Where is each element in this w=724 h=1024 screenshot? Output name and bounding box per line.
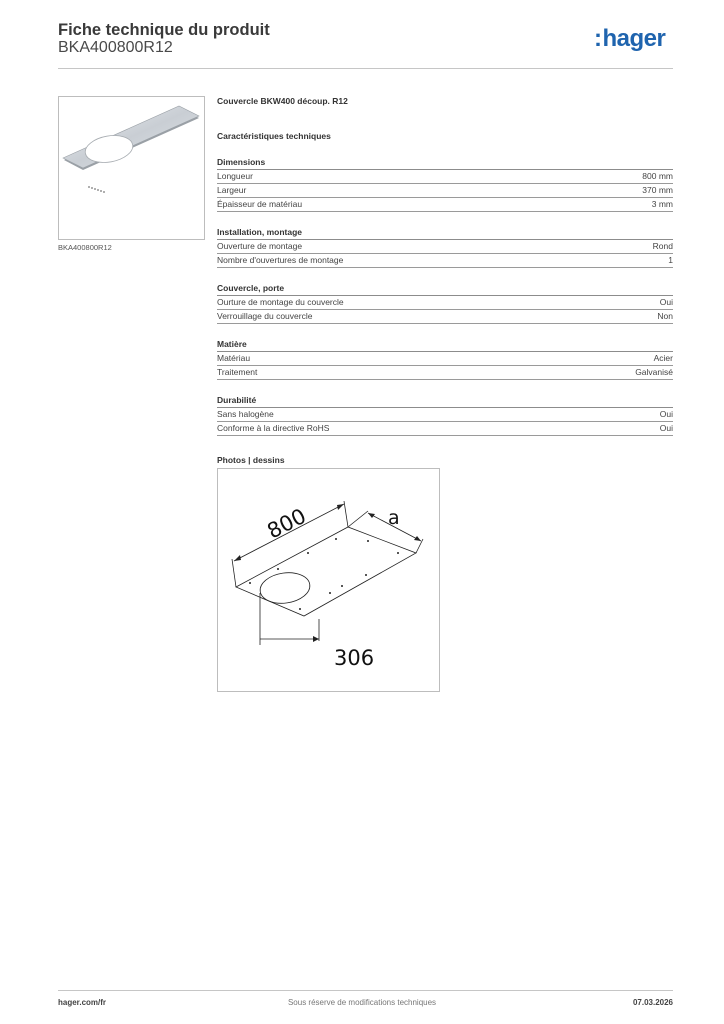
spec-label: Nombre d'ouvertures de montage [217, 255, 344, 265]
spec-label: Matériau [217, 353, 251, 363]
spec-label: Verrouillage du couvercle [217, 311, 313, 321]
spec-section-durability [217, 394, 673, 436]
offset-dimension-label: 306 [334, 646, 375, 670]
spec-label: Largeur [217, 185, 247, 195]
spec-value: 370 mm [642, 185, 673, 195]
section-title: Installation, montage [217, 226, 673, 240]
spec-label: Ouverture de montage [217, 241, 303, 251]
spec-value: Oui [659, 423, 673, 433]
spec-label: Épaisseur de matériau [217, 199, 303, 209]
spec-row [217, 366, 673, 380]
spec-label: Conforme à la directive RoHS [217, 423, 330, 433]
length-dimension-label: 800 [263, 503, 310, 544]
footer-divider [58, 990, 673, 991]
spec-section-dimensions [217, 156, 673, 212]
spec-row [217, 198, 673, 212]
footer-website-link[interactable]: hager.com/fr [58, 998, 107, 1007]
spec-row [217, 310, 673, 324]
spec-label: Longueur [217, 171, 253, 181]
spec-row [217, 352, 673, 366]
product-image [58, 96, 205, 240]
header-divider [58, 68, 673, 69]
spec-value: Oui [659, 409, 673, 419]
spec-row [217, 408, 673, 422]
spec-label: Traitement [217, 367, 258, 377]
product-reference: BKA400800R12 [58, 39, 173, 56]
section-title: Matière [217, 338, 673, 352]
section-title: Durabilité [217, 394, 673, 408]
section-title: Couvercle, porte [217, 282, 673, 296]
footer-notice: Sous réserve de modifications techniques [287, 998, 437, 1007]
section-title: Dimensions [217, 156, 673, 170]
spec-value: Acier [653, 353, 673, 363]
spec-value: 1 [668, 255, 673, 265]
dimension-drawing [218, 469, 439, 691]
tech-heading: Caractéristiques techniques [217, 131, 331, 141]
spec-row [217, 296, 673, 310]
spec-row [217, 184, 673, 198]
spec-value: Rond [652, 241, 673, 251]
spec-row [217, 254, 673, 268]
spec-value: Oui [659, 297, 673, 307]
spec-label: Ourture de montage du couvercle [217, 297, 344, 307]
spec-value: Galvanisé [635, 367, 673, 377]
photos-heading: Photos | dessins [217, 455, 285, 465]
spec-section-cover [217, 282, 673, 324]
spec-value: Non [657, 311, 673, 321]
spec-row [217, 170, 673, 184]
logo-text: hager [602, 25, 666, 52]
spec-section-material [217, 338, 673, 380]
footer-date: 07.03.2026 [632, 998, 673, 1007]
spec-row [217, 422, 673, 436]
product-name: Couvercle BKW400 découp. R12 [217, 96, 348, 106]
hager-logo [594, 27, 665, 51]
spec-label: Sans halogène [217, 409, 274, 419]
cover-plate-illustration [59, 97, 204, 239]
spec-section-installation [217, 226, 673, 268]
logo-dots-icon: : [594, 25, 602, 52]
page-title: Fiche technique du produit [58, 21, 270, 39]
spec-value: 800 mm [642, 171, 673, 181]
product-image-caption: BKA400800R12 [58, 243, 112, 252]
width-dimension-label: a [388, 507, 400, 529]
spec-column [217, 95, 673, 466]
spec-row [217, 240, 673, 254]
spec-value: 3 mm [651, 199, 673, 209]
technical-drawing [217, 468, 440, 692]
